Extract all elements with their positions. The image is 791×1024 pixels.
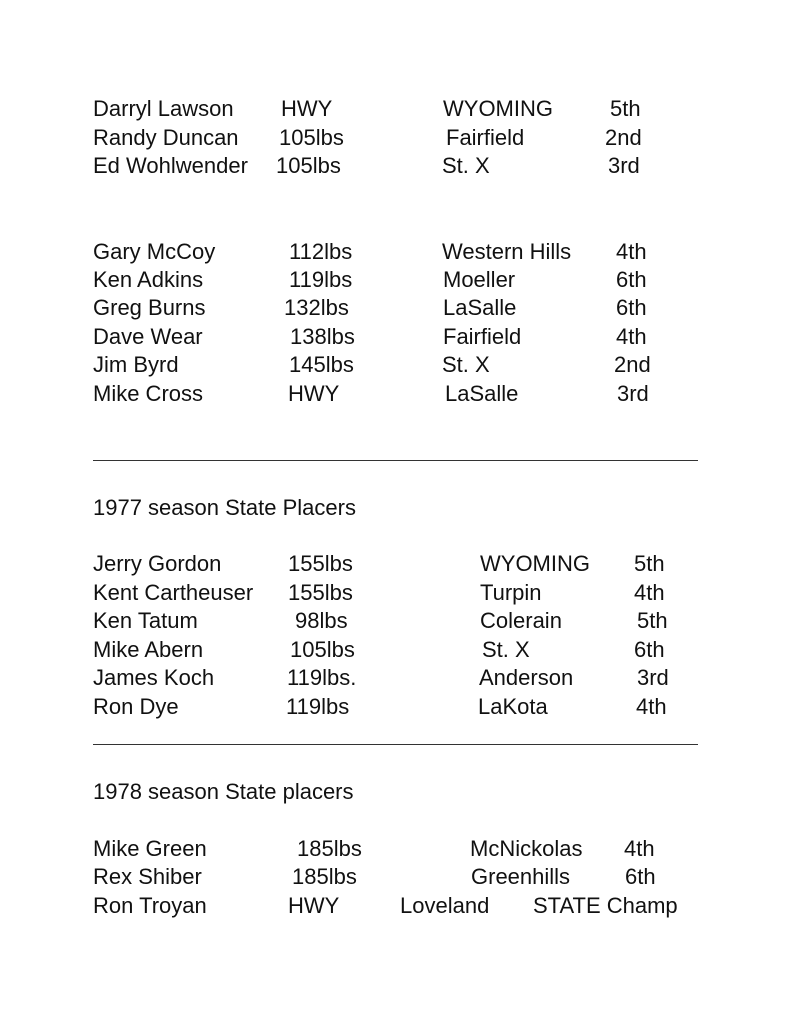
weight-class: 105lbs	[276, 153, 341, 178]
wrestler-name: Jim Byrd	[93, 352, 179, 377]
weight-class: 145lbs	[289, 352, 354, 377]
weight-class: 105lbs	[279, 125, 344, 150]
wrestler-name: Greg Burns	[93, 295, 206, 320]
weight-class: HWY	[288, 893, 340, 918]
wrestler-name: Rex Shiber	[93, 864, 202, 889]
wrestler-name: Mike Abern	[93, 637, 204, 662]
school-name: LaSalle	[445, 381, 519, 406]
place-finish: 3rd	[637, 665, 669, 690]
weight-class: HWY	[288, 381, 340, 406]
place-finish: 3rd	[617, 381, 649, 406]
place-finish: 4th	[616, 239, 647, 264]
place-finish: 5th	[610, 96, 641, 121]
school-name: Fairfield	[446, 125, 525, 150]
place-finish: 4th	[616, 324, 647, 349]
school-name: St. X	[442, 153, 490, 178]
weight-class: 185lbs	[297, 836, 362, 861]
weight-class: 132lbs	[284, 295, 349, 320]
school-name: St. X	[482, 637, 530, 662]
weight-class: 185lbs	[292, 864, 357, 889]
school-name: Turpin	[480, 580, 542, 605]
school-name: Western Hills	[442, 239, 572, 264]
weight-class: 105lbs	[290, 637, 355, 662]
school-name: LaKota	[478, 694, 548, 719]
school-name: Anderson	[479, 665, 574, 690]
wrestler-name: Ken Adkins	[93, 267, 204, 292]
weight-class: 155lbs	[288, 580, 353, 605]
wrestler-name: Ron Dye	[93, 694, 179, 719]
place-finish: 6th	[625, 864, 656, 889]
wrestler-name: Ron Troyan	[93, 893, 207, 918]
place-finish: 6th	[616, 267, 647, 292]
section-divider	[93, 744, 698, 745]
wrestler-name: Jerry Gordon	[93, 551, 222, 576]
wrestler-name: James Koch	[93, 665, 215, 690]
place-finish: 6th	[616, 295, 647, 320]
wrestler-name: Dave Wear	[93, 324, 203, 349]
weight-class: 155lbs	[288, 551, 353, 576]
wrestler-name: Kent Cartheuser	[93, 580, 254, 605]
place-finish: STATE Champ	[533, 893, 678, 918]
school-name: LaSalle	[443, 295, 517, 320]
wrestler-name: Ed Wohlwender	[93, 153, 248, 178]
school-name: Loveland	[400, 893, 490, 918]
section-title-1978: 1978 season State placers	[93, 779, 354, 804]
weight-class: 119lbs	[289, 267, 353, 292]
school-name: Moeller	[443, 267, 516, 292]
weight-class: 119lbs	[286, 694, 350, 719]
place-finish: 4th	[624, 836, 655, 861]
weight-class: 112lbs	[289, 239, 353, 264]
wrestler-name: Mike Green	[93, 836, 207, 861]
weight-class: 98lbs	[295, 608, 348, 633]
wrestler-name: Ken Tatum	[93, 608, 198, 633]
place-finish: 6th	[634, 637, 665, 662]
school-name: Colerain	[480, 608, 562, 633]
school-name: Fairfield	[443, 324, 522, 349]
school-name: Greenhills	[471, 864, 571, 889]
wrestler-name: Gary McCoy	[93, 239, 216, 264]
place-finish: 2nd	[614, 352, 651, 377]
school-name: WYOMING	[480, 551, 590, 576]
place-finish: 2nd	[605, 125, 642, 150]
wrestler-name: Randy Duncan	[93, 125, 239, 150]
weight-class: 119lbs.	[287, 665, 357, 690]
place-finish: 3rd	[608, 153, 640, 178]
section-title-1977: 1977 season State Placers	[93, 495, 356, 520]
place-finish: 5th	[634, 551, 665, 576]
weight-class: HWY	[281, 96, 333, 121]
place-finish: 4th	[634, 580, 665, 605]
school-name: WYOMING	[443, 96, 553, 121]
wrestler-name: Mike Cross	[93, 381, 204, 406]
school-name: St. X	[442, 352, 490, 377]
place-finish: 4th	[636, 694, 667, 719]
wrestler-name: Darryl Lawson	[93, 96, 234, 121]
school-name: McNickolas	[470, 836, 583, 861]
section-divider	[93, 460, 698, 461]
place-finish: 5th	[637, 608, 668, 633]
weight-class: 138lbs	[290, 324, 355, 349]
